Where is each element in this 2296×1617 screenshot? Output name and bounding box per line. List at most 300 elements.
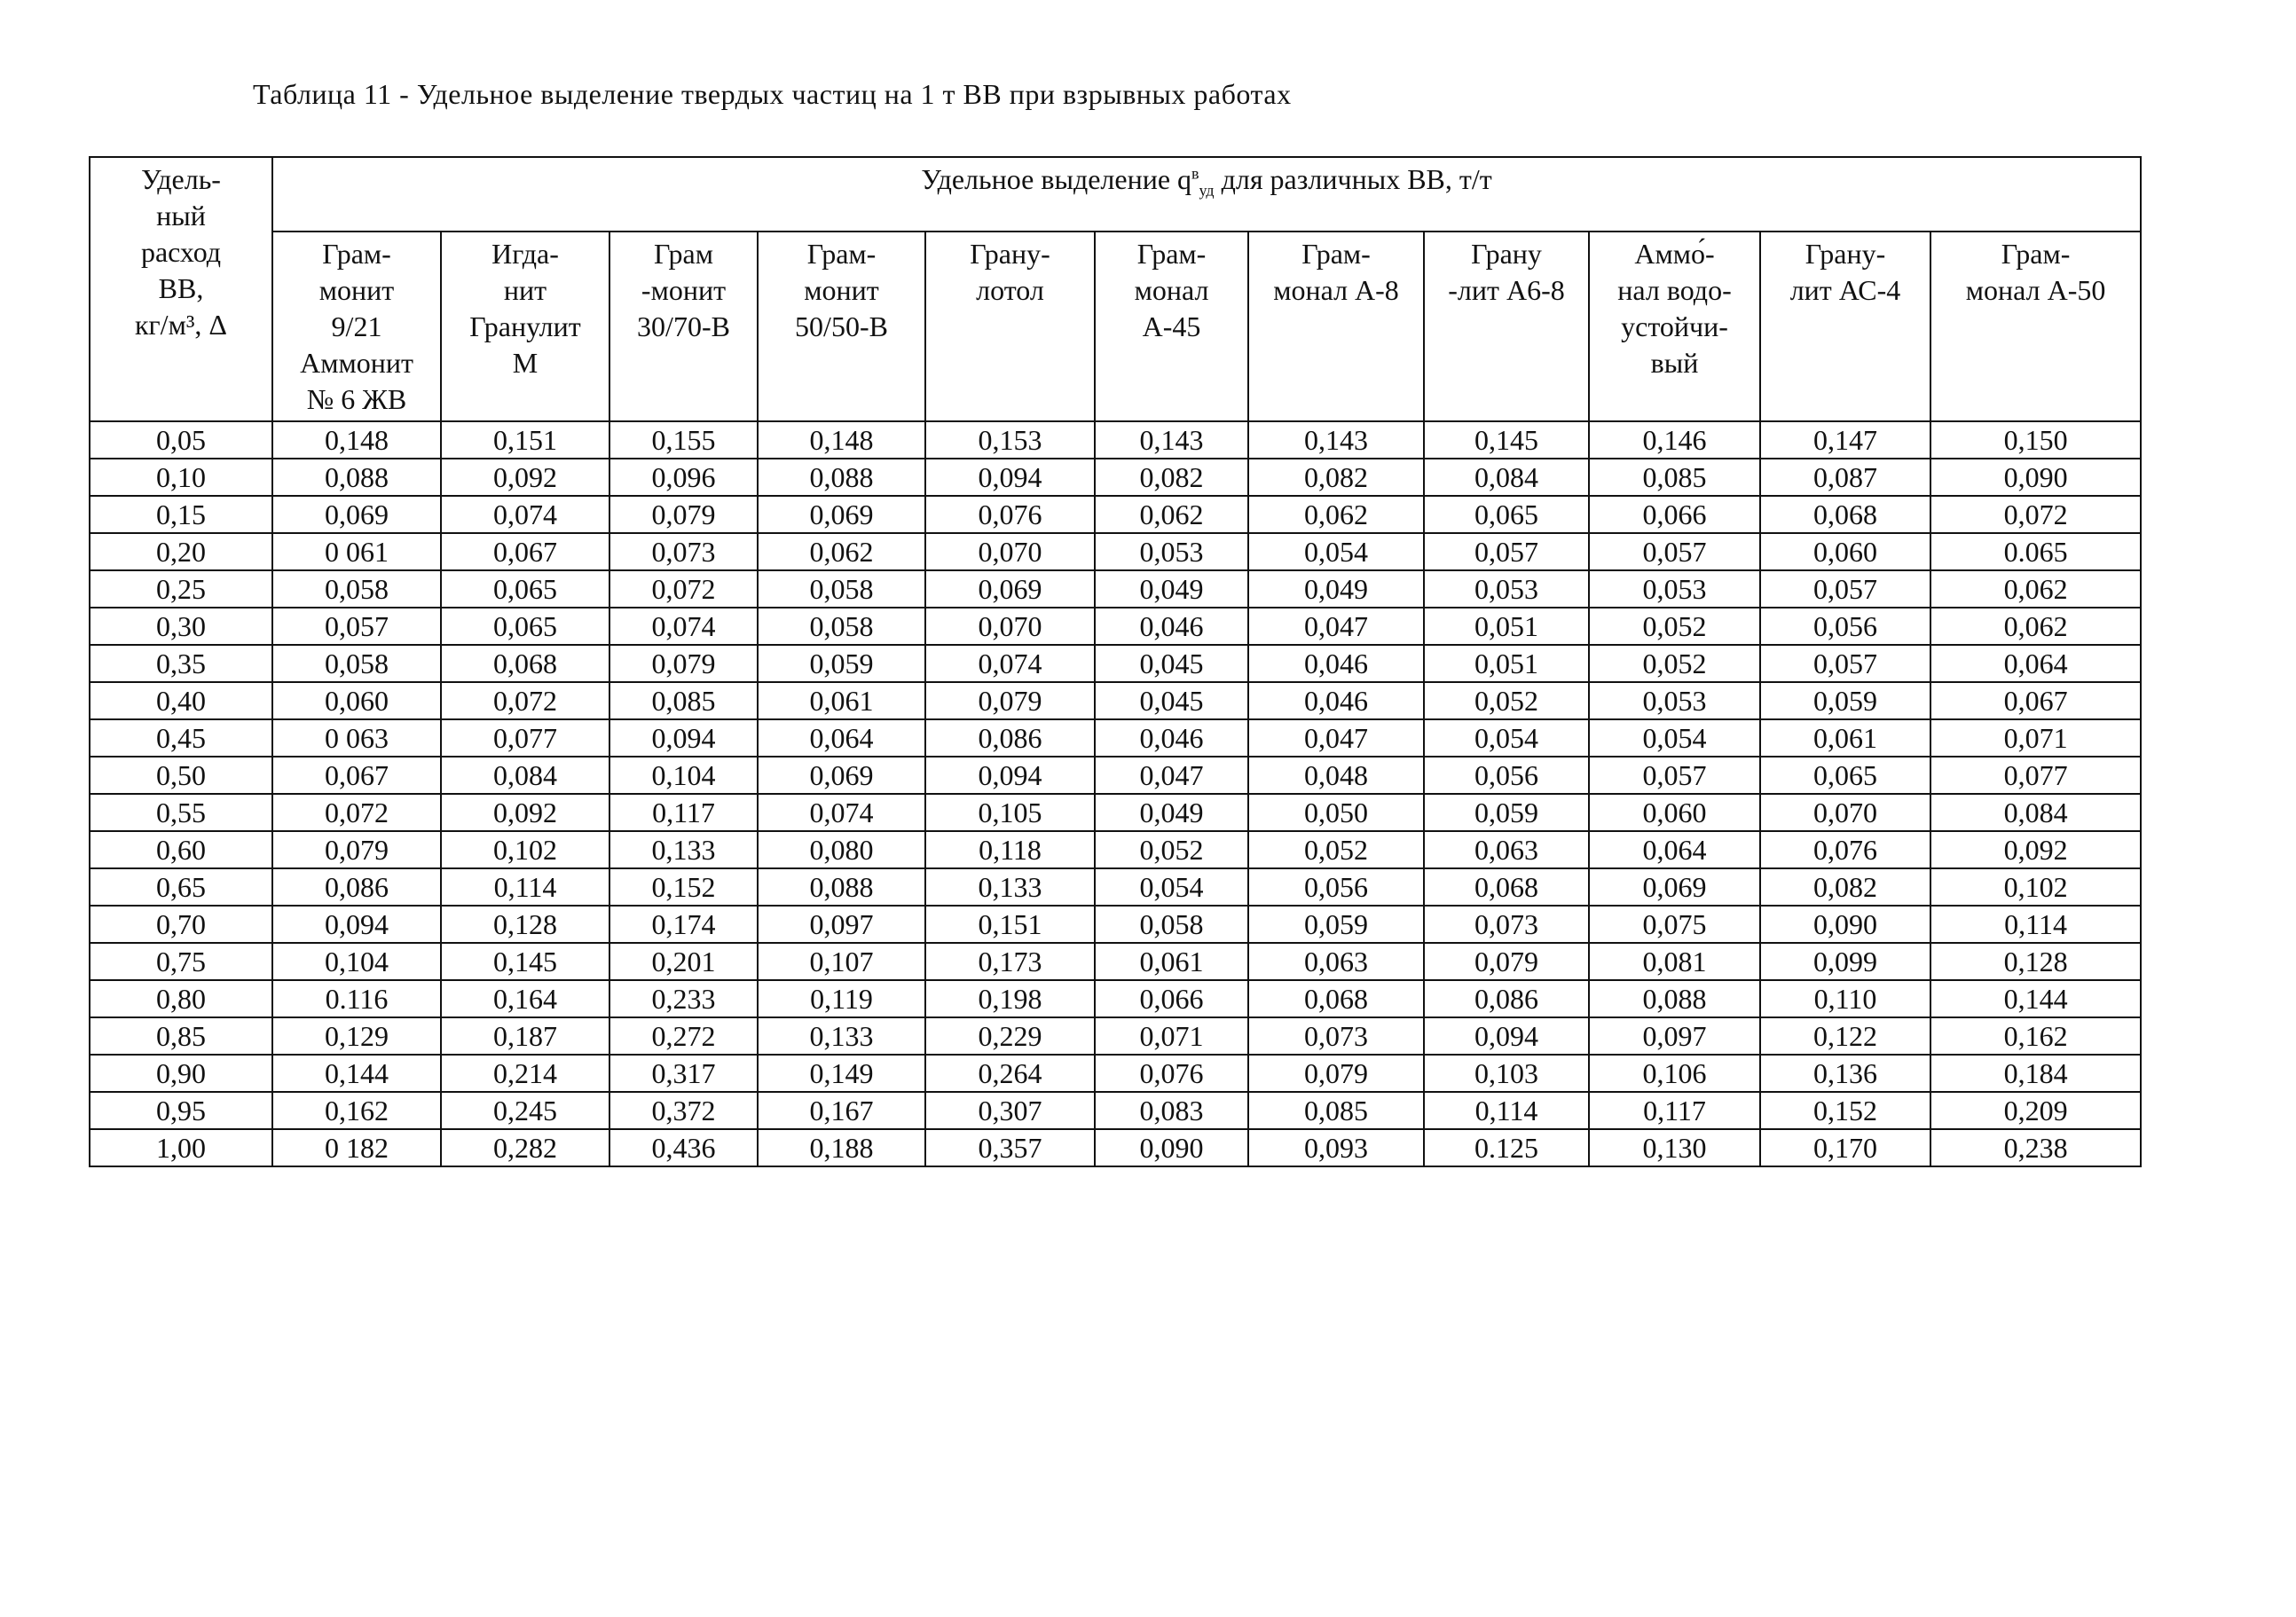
row-label-cell: 0,50: [90, 757, 272, 794]
value-cell: 0,143: [1248, 421, 1424, 459]
row-label-cell: 0,40: [90, 682, 272, 719]
value-cell: 0,245: [441, 1092, 609, 1129]
value-cell: 0,085: [1589, 459, 1760, 496]
value-cell: 0,130: [1589, 1129, 1760, 1166]
value-cell: 0,074: [441, 496, 609, 533]
column-header-line: Аммо́-: [1634, 238, 1715, 270]
value-cell: 0,079: [609, 645, 758, 682]
row-label-cell: 0,60: [90, 831, 272, 868]
value-cell: 0,057: [272, 608, 441, 645]
row-label-cell: 0,45: [90, 719, 272, 757]
table-row: [90, 794, 2141, 831]
value-cell: 0,084: [1424, 459, 1589, 496]
value-cell: 0,151: [925, 906, 1095, 943]
value-cell: 0,080: [758, 831, 925, 868]
value-cell: 0,048: [1248, 757, 1424, 794]
value-cell: 0,085: [1248, 1092, 1424, 1129]
value-cell: 0,056: [1760, 608, 1930, 645]
value-cell: 0,068: [441, 645, 609, 682]
column-header-line: -монит: [641, 274, 727, 306]
row-header-line: Удель-: [141, 163, 221, 195]
column-header-line: лотол: [976, 274, 1044, 306]
value-cell: 0,054: [1424, 719, 1589, 757]
column-header-line: монал А-50: [1965, 274, 2106, 306]
value-cell: 0,050: [1248, 794, 1424, 831]
column-header: [1248, 232, 1424, 421]
value-cell: 0,067: [441, 533, 609, 570]
value-cell: 0,049: [1248, 570, 1424, 608]
value-cell: 0,049: [1095, 570, 1248, 608]
value-cell: 0,436: [609, 1129, 758, 1166]
value-cell: 0,062: [1930, 570, 2141, 608]
value-cell: 0,272: [609, 1017, 758, 1055]
value-cell: 0,065: [1424, 496, 1589, 533]
value-cell: 0,214: [441, 1055, 609, 1092]
value-cell: 0,047: [1248, 608, 1424, 645]
value-cell: 0,144: [1930, 980, 2141, 1017]
value-cell: 0,052: [1424, 682, 1589, 719]
value-cell: 0,209: [1930, 1092, 2141, 1129]
row-label-cell: 0,20: [90, 533, 272, 570]
value-cell: 0,070: [925, 608, 1095, 645]
value-cell: 0,082: [1248, 459, 1424, 496]
value-cell: 0,060: [272, 682, 441, 719]
value-cell: 0,133: [758, 1017, 925, 1055]
value-cell: 0,065: [441, 608, 609, 645]
value-cell: 0,092: [1930, 831, 2141, 868]
value-cell: 0,117: [609, 794, 758, 831]
row-header-line: ный: [156, 200, 206, 232]
value-cell: 0,090: [1930, 459, 2141, 496]
value-cell: 0,229: [925, 1017, 1095, 1055]
value-cell: 0,079: [272, 831, 441, 868]
value-cell: 0,061: [1095, 943, 1248, 980]
value-cell: 0,114: [441, 868, 609, 906]
column-header: [1095, 232, 1248, 421]
value-cell: 0,069: [925, 570, 1095, 608]
value-cell: 0,148: [272, 421, 441, 459]
value-cell: 0,068: [1424, 868, 1589, 906]
column-header: [1589, 232, 1760, 421]
value-cell: 0.065: [1930, 533, 2141, 570]
value-cell: 0,073: [1248, 1017, 1424, 1055]
value-cell: 0,317: [609, 1055, 758, 1092]
value-cell: 0,072: [609, 570, 758, 608]
value-cell: 0,056: [1248, 868, 1424, 906]
value-cell: 0,084: [1930, 794, 2141, 831]
row-header-cell: [90, 157, 272, 421]
value-cell: 0,097: [1589, 1017, 1760, 1055]
value-cell: 0,052: [1248, 831, 1424, 868]
value-cell: 0,149: [758, 1055, 925, 1092]
value-cell: 0,058: [758, 570, 925, 608]
value-cell: 0,072: [272, 794, 441, 831]
value-cell: 0,088: [1589, 980, 1760, 1017]
value-cell: 0,094: [925, 757, 1095, 794]
value-cell: 0,129: [272, 1017, 441, 1055]
value-cell: 0,094: [272, 906, 441, 943]
column-header-line: нит: [503, 274, 547, 306]
value-cell: 0,184: [1930, 1055, 2141, 1092]
column-header: [441, 232, 609, 421]
value-cell: 0,076: [1760, 831, 1930, 868]
table-row: [90, 645, 2141, 682]
value-cell: 0,062: [1095, 496, 1248, 533]
value-cell: 0,174: [609, 906, 758, 943]
value-cell: 0,145: [441, 943, 609, 980]
value-cell: 0,198: [925, 980, 1095, 1017]
value-cell: 0,054: [1095, 868, 1248, 906]
value-cell: 0,084: [441, 757, 609, 794]
column-header-line: устойчи-: [1621, 310, 1728, 342]
value-cell: 0,060: [1589, 794, 1760, 831]
value-cell: 0,068: [1248, 980, 1424, 1017]
value-cell: 0,077: [441, 719, 609, 757]
value-cell: 0,079: [1248, 1055, 1424, 1092]
value-cell: 0,066: [1095, 980, 1248, 1017]
value-cell: 0,133: [609, 831, 758, 868]
value-cell: 0,104: [272, 943, 441, 980]
row-label-cell: 0,30: [90, 608, 272, 645]
table-row: [90, 868, 2141, 906]
value-cell: 0,049: [1095, 794, 1248, 831]
value-cell: 0,357: [925, 1129, 1095, 1166]
value-cell: 0,058: [272, 645, 441, 682]
value-cell: 0,047: [1248, 719, 1424, 757]
value-cell: 0,372: [609, 1092, 758, 1129]
value-cell: 0,070: [1760, 794, 1930, 831]
value-cell: 0,046: [1248, 682, 1424, 719]
value-cell: 0,051: [1424, 608, 1589, 645]
row-label-cell: 0,70: [90, 906, 272, 943]
value-cell: 0,148: [758, 421, 925, 459]
column-header: [272, 232, 441, 421]
value-cell: 0,093: [1248, 1129, 1424, 1166]
value-cell: 0,061: [1760, 719, 1930, 757]
value-cell: 0,187: [441, 1017, 609, 1055]
value-cell: 0,053: [1589, 570, 1760, 608]
value-cell: 0,144: [272, 1055, 441, 1092]
column-header-line: -лит А6-8: [1448, 274, 1565, 306]
value-cell: 0,077: [1930, 757, 2141, 794]
value-cell: 0,046: [1095, 719, 1248, 757]
value-cell: 0,188: [758, 1129, 925, 1166]
value-cell: 0,114: [1424, 1092, 1589, 1129]
value-cell: 0,117: [1589, 1092, 1760, 1129]
value-cell: 0,061: [758, 682, 925, 719]
value-cell: 0,065: [441, 570, 609, 608]
value-cell: 0,097: [758, 906, 925, 943]
group-header-prefix: Удельное выделение q: [921, 163, 1192, 195]
value-cell: 0,058: [758, 608, 925, 645]
row-label-cell: 1,00: [90, 1129, 272, 1166]
value-cell: 0,162: [272, 1092, 441, 1129]
value-cell: 0,096: [609, 459, 758, 496]
column-header: [1760, 232, 1930, 421]
value-cell: 0,057: [1424, 533, 1589, 570]
table-row: [90, 943, 2141, 980]
value-cell: 0,052: [1589, 608, 1760, 645]
value-cell: 0,064: [1930, 645, 2141, 682]
value-cell: 0,059: [758, 645, 925, 682]
value-cell: 0,079: [925, 682, 1095, 719]
value-cell: 0,128: [441, 906, 609, 943]
value-cell: 0,092: [441, 794, 609, 831]
value-cell: 0,067: [272, 757, 441, 794]
value-cell: 0,152: [1760, 1092, 1930, 1129]
column-header-line: Грану-: [1805, 238, 1886, 270]
value-cell: 0,045: [1095, 682, 1248, 719]
value-cell: 0,069: [1589, 868, 1760, 906]
column-header: [1424, 232, 1589, 421]
value-cell: 0,094: [609, 719, 758, 757]
value-cell: 0,090: [1095, 1129, 1248, 1166]
column-header-line: М: [512, 347, 539, 379]
value-cell: 0,057: [1760, 645, 1930, 682]
table-row: [90, 459, 2141, 496]
value-cell: 0,146: [1589, 421, 1760, 459]
column-header-line: монит: [318, 274, 395, 306]
value-cell: 0,074: [758, 794, 925, 831]
value-cell: 0,062: [1248, 496, 1424, 533]
value-cell: 0,064: [758, 719, 925, 757]
table-row: [90, 608, 2141, 645]
value-cell: 0,150: [1930, 421, 2141, 459]
column-header: [609, 232, 758, 421]
value-cell: 0,074: [609, 608, 758, 645]
table-row: [90, 1129, 2141, 1166]
value-cell: 0,066: [1589, 496, 1760, 533]
value-cell: 0,046: [1095, 608, 1248, 645]
table-row: [90, 757, 2141, 794]
row-label-cell: 0,95: [90, 1092, 272, 1129]
column-header-line: нал водо-: [1617, 274, 1732, 306]
value-cell: 0,162: [1930, 1017, 2141, 1055]
value-cell: 0,092: [441, 459, 609, 496]
value-cell: 0,107: [758, 943, 925, 980]
value-cell: 0,105: [925, 794, 1095, 831]
table-row: [90, 533, 2141, 570]
column-header-line: А-45: [1142, 310, 1201, 342]
column-header-line: 9/21: [331, 310, 382, 342]
value-cell: 0,058: [272, 570, 441, 608]
value-cell: 0,264: [925, 1055, 1095, 1092]
table-body: [90, 421, 2141, 1166]
value-cell: 0,088: [758, 868, 925, 906]
value-cell: 0,155: [609, 421, 758, 459]
value-cell: 0,073: [609, 533, 758, 570]
value-cell: 0,087: [1760, 459, 1930, 496]
value-cell: 0 182: [272, 1129, 441, 1166]
value-cell: 0,201: [609, 943, 758, 980]
value-cell: 0,122: [1760, 1017, 1930, 1055]
value-cell: 0,133: [925, 868, 1095, 906]
value-cell: 0,079: [609, 496, 758, 533]
column-header-line: Грам-: [2001, 238, 2071, 270]
value-cell: 0,071: [1930, 719, 2141, 757]
emission-table: [89, 156, 2142, 1167]
value-cell: 0,069: [272, 496, 441, 533]
value-cell: 0,063: [1248, 943, 1424, 980]
value-cell: 0,046: [1248, 645, 1424, 682]
value-cell: 0,082: [1095, 459, 1248, 496]
table-row: [90, 1017, 2141, 1055]
row-label-cell: 0,25: [90, 570, 272, 608]
value-cell: 0,104: [609, 757, 758, 794]
value-cell: 0,057: [1589, 533, 1760, 570]
column-header-line: 30/70-В: [637, 310, 730, 342]
value-cell: 0,164: [441, 980, 609, 1017]
table-row: [90, 421, 2141, 459]
value-cell: 0,054: [1589, 719, 1760, 757]
value-cell: 0,099: [1760, 943, 1930, 980]
value-cell: 0,167: [758, 1092, 925, 1129]
value-cell: 0,076: [1095, 1055, 1248, 1092]
value-cell: 0,059: [1248, 906, 1424, 943]
value-cell: 0,054: [1248, 533, 1424, 570]
column-header-line: лит АС-4: [1789, 274, 1901, 306]
value-cell: 0,086: [272, 868, 441, 906]
value-cell: 0,053: [1424, 570, 1589, 608]
value-cell: 0,238: [1930, 1129, 2141, 1166]
row-label-cell: 0,10: [90, 459, 272, 496]
value-cell: 0,153: [925, 421, 1095, 459]
value-cell: 0,053: [1589, 682, 1760, 719]
column-header: [925, 232, 1095, 421]
value-cell: 0,057: [1760, 570, 1930, 608]
value-cell: 0,051: [1424, 645, 1589, 682]
table-row: [90, 1092, 2141, 1129]
value-cell: 0,307: [925, 1092, 1095, 1129]
value-cell: 0,128: [1930, 943, 2141, 980]
value-cell: 0,086: [925, 719, 1095, 757]
value-cell: 0,069: [758, 496, 925, 533]
value-cell: 0,151: [441, 421, 609, 459]
value-cell: 0,059: [1424, 794, 1589, 831]
group-header-cell: [272, 157, 2141, 232]
row-header-line: кг/м³, Δ: [135, 309, 227, 341]
row-label-cell: 0,55: [90, 794, 272, 831]
row-label-cell: 0,05: [90, 421, 272, 459]
value-cell: 0,173: [925, 943, 1095, 980]
value-cell: 0,282: [441, 1129, 609, 1166]
value-cell: 0,062: [758, 533, 925, 570]
row-label-cell: 0,85: [90, 1017, 272, 1055]
value-cell: 0,145: [1424, 421, 1589, 459]
value-cell: 0,085: [609, 682, 758, 719]
value-cell: 0,072: [441, 682, 609, 719]
value-cell: 0,136: [1760, 1055, 1930, 1092]
column-header-line: Грану: [1471, 238, 1542, 270]
value-cell: 0.116: [272, 980, 441, 1017]
column-header-line: Грам-: [322, 238, 391, 270]
column-header-line: монит: [804, 274, 879, 306]
value-cell: 0,073: [1424, 906, 1589, 943]
row-label-cell: 0,35: [90, 645, 272, 682]
value-cell: 0,062: [1930, 608, 2141, 645]
value-cell: 0,064: [1589, 831, 1760, 868]
value-cell: 0,071: [1095, 1017, 1248, 1055]
value-cell: 0,102: [1930, 868, 2141, 906]
value-cell: 0,143: [1095, 421, 1248, 459]
value-cell: 0,090: [1760, 906, 1930, 943]
value-cell: 0.125: [1424, 1129, 1589, 1166]
value-cell: 0,057: [1589, 757, 1760, 794]
value-cell: 0,170: [1760, 1129, 1930, 1166]
column-header-line: Грам-: [1136, 238, 1207, 270]
value-cell: 0,094: [925, 459, 1095, 496]
column-header-line: № 6 ЖВ: [306, 383, 407, 415]
value-cell: 0,152: [609, 868, 758, 906]
value-cell: 0,075: [1589, 906, 1760, 943]
table-row: [90, 831, 2141, 868]
value-cell: 0,106: [1589, 1055, 1760, 1092]
value-cell: 0,233: [609, 980, 758, 1017]
row-header-line: ВВ,: [158, 272, 204, 304]
group-header-suffix: для различных ВВ, т/т: [1214, 163, 1492, 195]
value-cell: 0,147: [1760, 421, 1930, 459]
value-cell: 0,110: [1760, 980, 1930, 1017]
table-caption: Таблица 11 - Удельное выделение твердых частиц на 1 т ВВ при взрывных работах: [253, 78, 1292, 110]
value-cell: 0,068: [1760, 496, 1930, 533]
value-cell: 0,053: [1095, 533, 1248, 570]
value-cell: 0,052: [1095, 831, 1248, 868]
group-header-sub: уд: [1199, 181, 1215, 200]
value-cell: 0,059: [1760, 682, 1930, 719]
row-label-cell: 0,80: [90, 980, 272, 1017]
value-cell: 0,118: [925, 831, 1095, 868]
value-cell: 0 061: [272, 533, 441, 570]
value-cell: 0,063: [1424, 831, 1589, 868]
header-row-columns: [90, 232, 2141, 421]
value-cell: 0,083: [1095, 1092, 1248, 1129]
column-header-line: Грам-: [1301, 238, 1371, 270]
value-cell: 0,047: [1095, 757, 1248, 794]
header-row-group: [90, 157, 2141, 232]
value-cell: 0,045: [1095, 645, 1248, 682]
table-row: [90, 719, 2141, 757]
value-cell: 0,088: [272, 459, 441, 496]
column-header-line: монал: [1134, 274, 1209, 306]
table-row: [90, 1055, 2141, 1092]
value-cell: 0,060: [1760, 533, 1930, 570]
value-cell: 0,079: [1424, 943, 1589, 980]
table-row: [90, 570, 2141, 608]
column-header: [758, 232, 925, 421]
table-row: [90, 682, 2141, 719]
column-header-line: Грам: [654, 238, 713, 270]
column-header-line: Грам-: [806, 238, 877, 270]
column-header-line: Игда-: [491, 238, 559, 270]
value-cell: 0,072: [1930, 496, 2141, 533]
value-cell: 0,094: [1424, 1017, 1589, 1055]
column-header-line: 50/50-В: [795, 310, 888, 342]
row-label-cell: 0,75: [90, 943, 272, 980]
value-cell: 0,086: [1424, 980, 1589, 1017]
value-cell: 0,119: [758, 980, 925, 1017]
row-label-cell: 0,15: [90, 496, 272, 533]
value-cell: 0,074: [925, 645, 1095, 682]
value-cell: 0,088: [758, 459, 925, 496]
value-cell: 0,076: [925, 496, 1095, 533]
value-cell: 0 063: [272, 719, 441, 757]
column-header: [1930, 232, 2141, 421]
column-header-line: Грану-: [970, 238, 1050, 270]
value-cell: 0,070: [925, 533, 1095, 570]
table-row: [90, 496, 2141, 533]
value-cell: 0,103: [1424, 1055, 1589, 1092]
column-header-line: вый: [1650, 347, 1699, 379]
